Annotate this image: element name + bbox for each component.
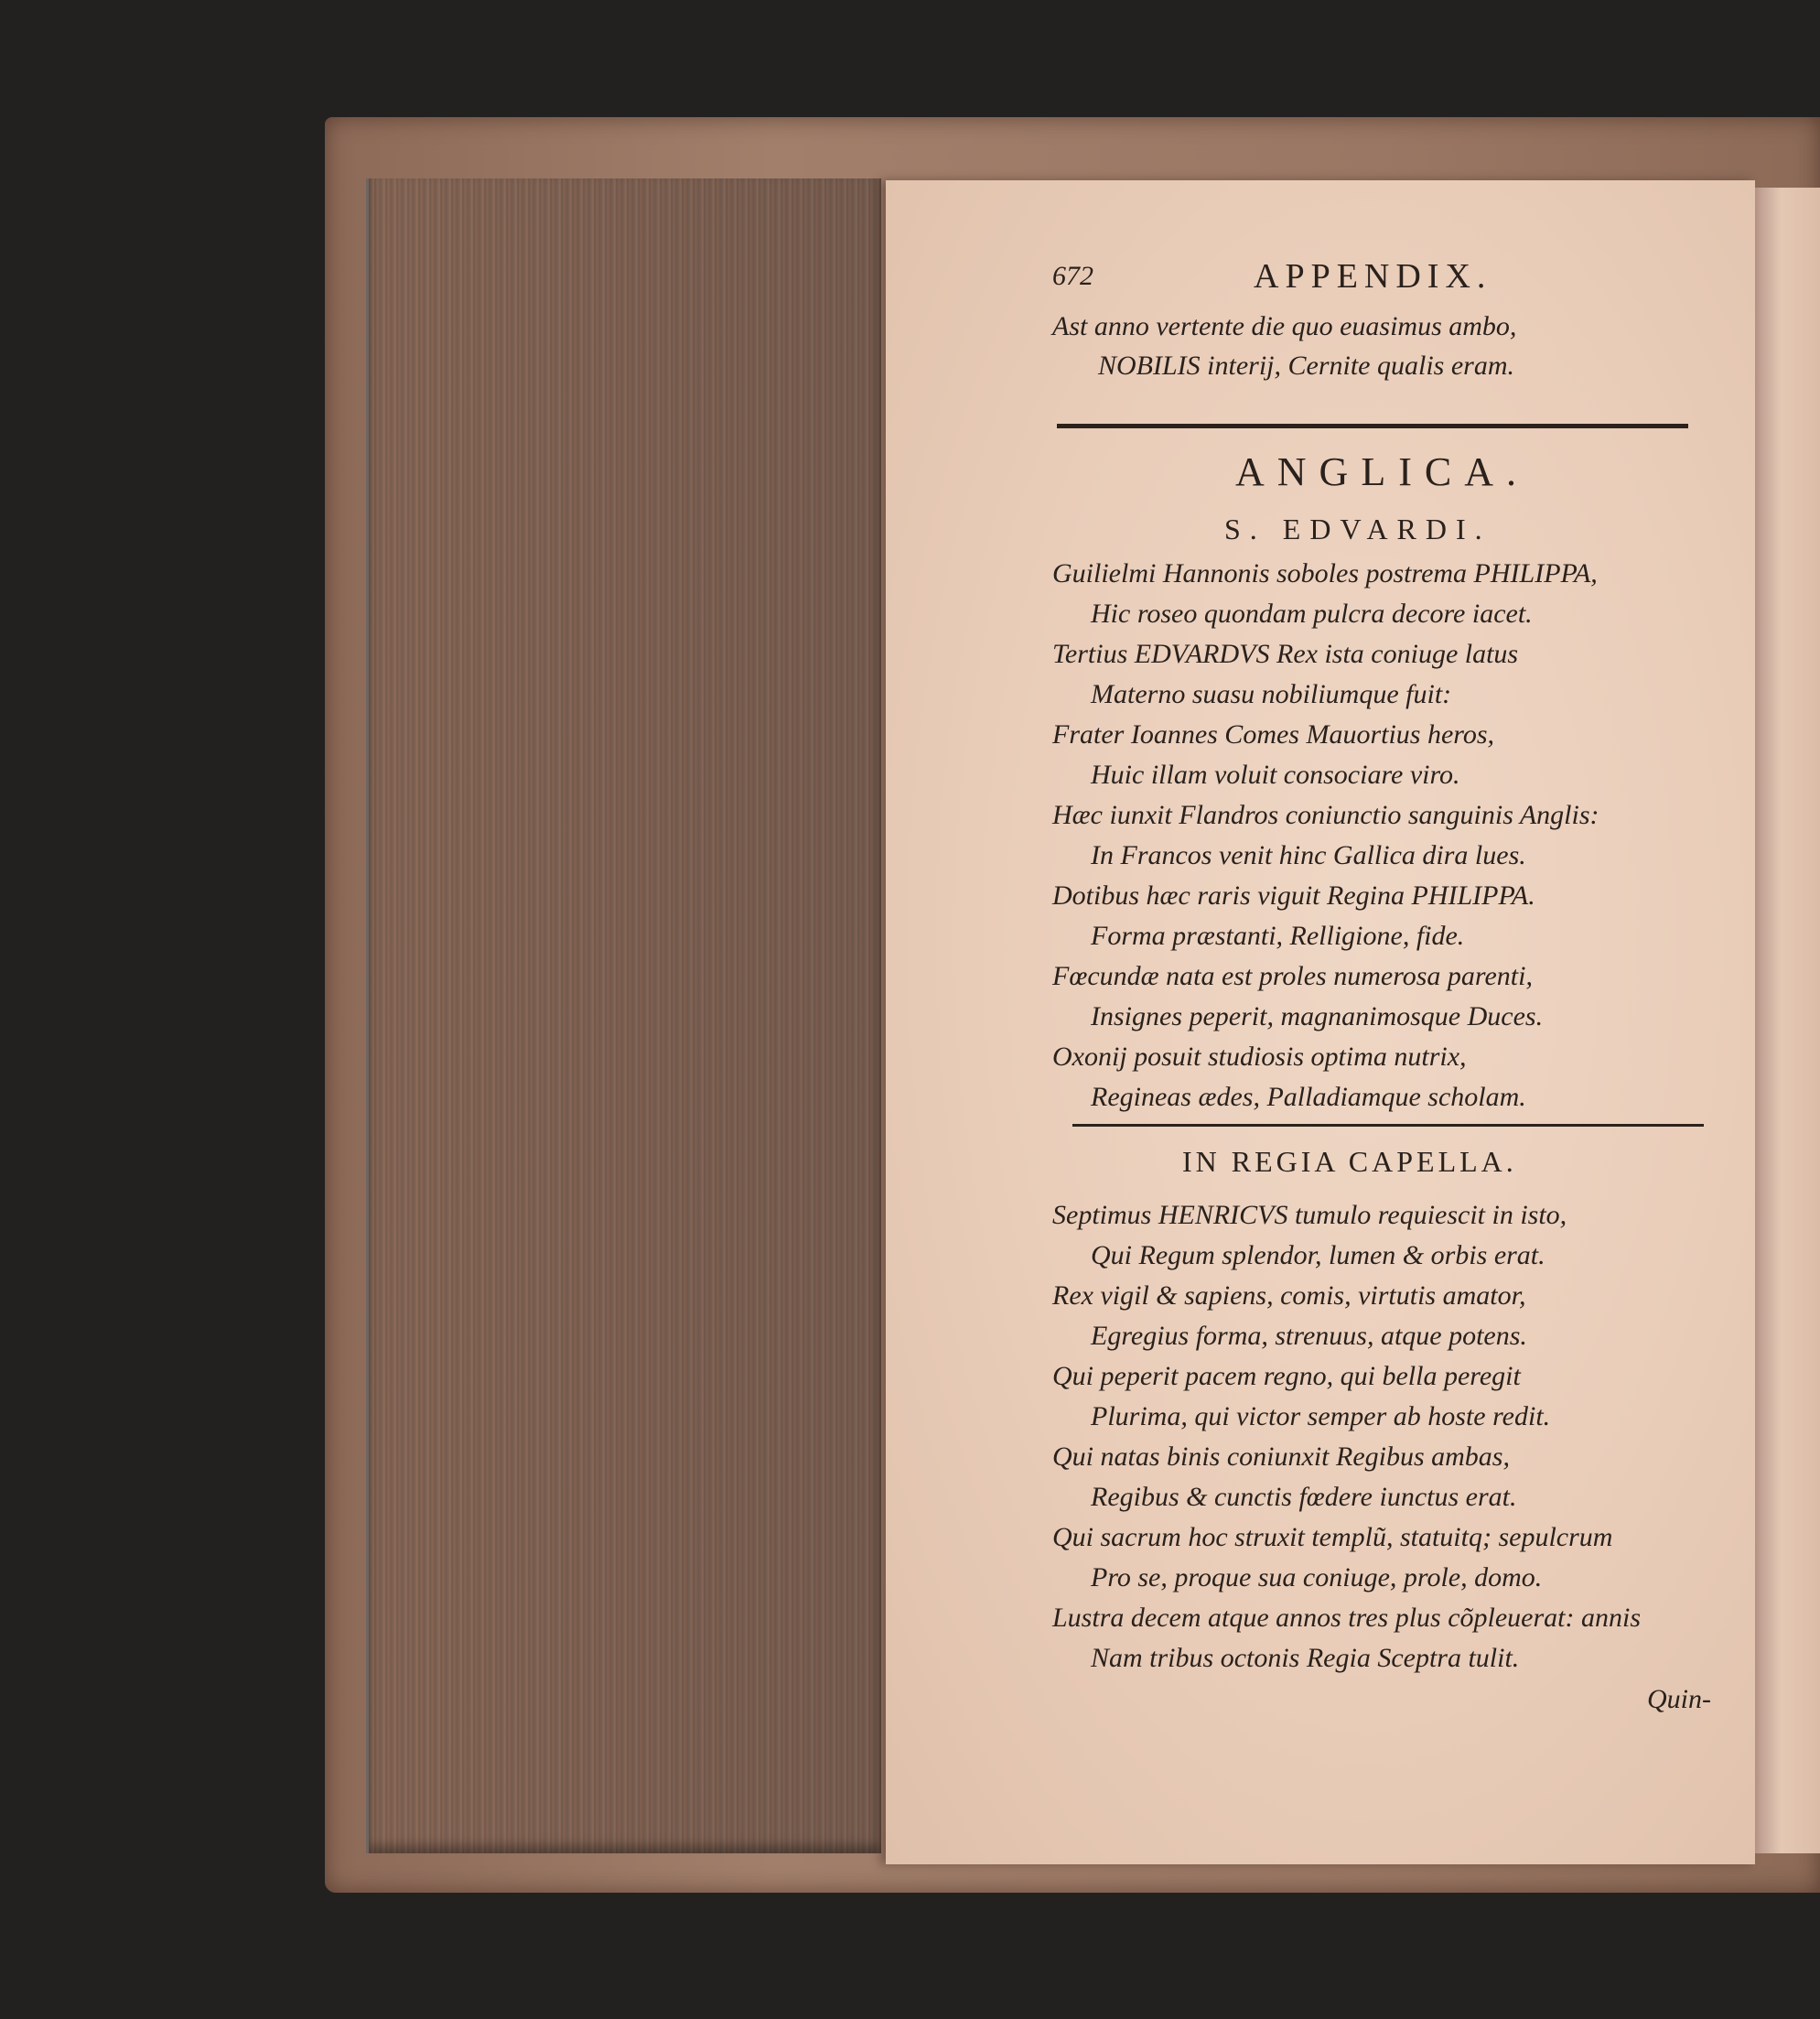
page-number: 672	[1052, 261, 1093, 291]
capella-line-4: Egregius forma, strenuus, atque potens.	[1091, 1321, 1527, 1351]
catchword: Quin-	[1647, 1684, 1711, 1714]
anglica-line-4: Materno suasu nobiliumque fuit:	[1091, 679, 1452, 709]
page-block-edge	[366, 178, 881, 1853]
capella-line-3: Rex vigil & sapiens, comis, virtutis amator,	[1052, 1280, 1526, 1311]
facing-page-edge	[1755, 188, 1820, 1853]
anglica-line-7: Hæc iunxit Flandros coniunctio sanguinis Anglis:	[1052, 800, 1599, 830]
capella-line-9: Qui sacrum hoc struxit templũ, statuitq; sepulcrum	[1052, 1522, 1613, 1552]
anglica-line-9: Dotibus hæc raris viguit Regina PHILIPPA.	[1052, 880, 1535, 911]
section-rule	[1057, 424, 1688, 428]
capella-heading: IN REGIA CAPELLA.	[1182, 1145, 1517, 1178]
capella-line-10: Pro se, proque sua coniuge, prole, domo.	[1091, 1562, 1543, 1593]
capella-line-11: Lustra decem atque annos tres plus cõpleuerat: annis	[1052, 1603, 1641, 1633]
capella-line-2: Qui Regum splendor, lumen & orbis erat.	[1091, 1240, 1545, 1270]
intro-line-2: NOBILIS interij, Cernite qualis eram.	[1098, 351, 1514, 381]
section-divider	[1072, 1124, 1704, 1127]
anglica-line-13: Oxonij posuit studiosis optima nutrix,	[1052, 1042, 1467, 1072]
capella-line-5: Qui peperit pacem regno, qui bella peregit	[1052, 1361, 1521, 1391]
anglica-line-6: Huic illam voluit consociare viro.	[1091, 760, 1460, 790]
anglica-line-3: Tertius EDVARDVS Rex ista coniuge latus	[1052, 639, 1519, 669]
capella-line-1: Septimus HENRICVS tumulo requiescit in isto,	[1052, 1200, 1567, 1230]
capella-line-12: Nam tribus octonis Regia Sceptra tulit.	[1091, 1643, 1520, 1673]
running-head: APPENDIX.	[1254, 257, 1492, 296]
anglica-heading: ANGLICA.	[1235, 449, 1529, 494]
anglica-line-10: Forma præstanti, Relligione, fide.	[1091, 921, 1465, 951]
anglica-line-1: Guilielmi Hannonis soboles postrema PHILIPPA,	[1052, 558, 1598, 588]
capella-line-7: Qui natas binis coniunxit Regibus ambas,	[1052, 1441, 1510, 1472]
anglica-line-11: Fœcundæ nata est proles numerosa parenti,	[1052, 961, 1533, 991]
anglica-line-12: Insignes peperit, magnanimosque Duces.	[1091, 1001, 1544, 1031]
anglica-line-2: Hic roseo quondam pulcra decore iacet.	[1091, 599, 1533, 629]
intro-line-1: Ast anno vertente die quo euasimus ambo,	[1052, 311, 1517, 341]
anglica-line-8: In Francos venit hinc Gallica dira lues.	[1091, 840, 1526, 870]
capella-line-8: Regibus & cunctis fœdere iunctus erat.	[1091, 1482, 1517, 1512]
anglica-line-14: Regineas ædes, Palladiamque scholam.	[1091, 1082, 1526, 1112]
capella-line-6: Plurima, qui victor semper ab hoste redit.	[1091, 1401, 1551, 1431]
anglica-subheading: S. EDVARDI.	[1224, 513, 1492, 545]
anglica-line-5: Frater Ioannes Comes Mauortius heros,	[1052, 719, 1495, 750]
